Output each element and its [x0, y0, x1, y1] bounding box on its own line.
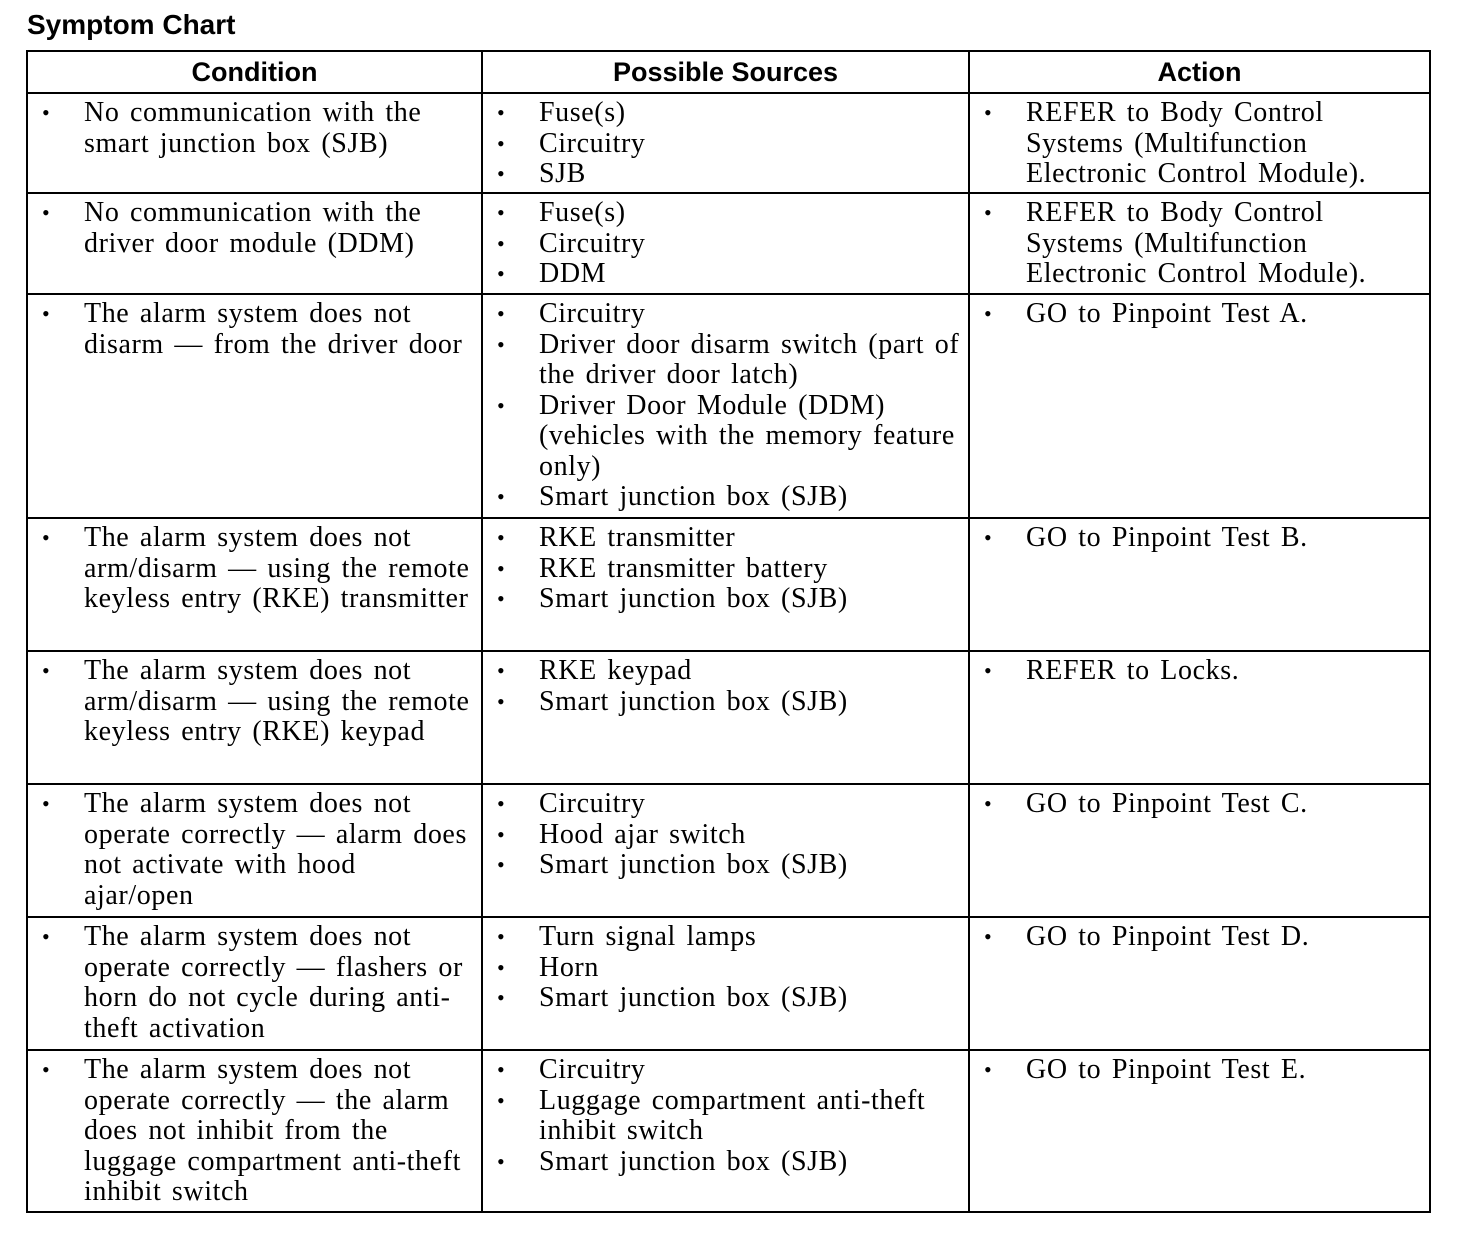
action-cell — [969, 1050, 1430, 1212]
list-item — [970, 789, 1429, 820]
list-item — [483, 330, 968, 391]
condition-cell — [27, 651, 482, 784]
list-item — [483, 789, 968, 820]
sources-text: Driver door disarm switch (part of the driver door latch) — [539, 328, 960, 390]
sources-text: Luggage compartment anti-theft inhibit switch — [539, 1084, 926, 1146]
sources-text: Smart junction box (SJB) — [539, 849, 848, 880]
bullet-icon: • — [497, 555, 506, 581]
bullet-icon: • — [497, 301, 506, 326]
sources-list — [483, 194, 968, 290]
bullet-icon: • — [497, 821, 506, 847]
condition-list — [28, 295, 481, 360]
sources-cell — [482, 294, 969, 518]
list-item — [970, 98, 1429, 190]
table-body — [27, 93, 1430, 1212]
action-text: GO to Pinpoint Test D. — [1026, 921, 1310, 952]
bullet-icon: • — [497, 1057, 506, 1082]
action-list — [970, 785, 1429, 820]
table-row — [27, 784, 1430, 917]
table-row — [27, 518, 1430, 651]
list-item — [483, 1147, 968, 1178]
list-item — [483, 482, 968, 513]
sources-list — [483, 785, 968, 881]
table-row — [27, 193, 1430, 294]
condition-cell — [27, 193, 482, 294]
bullet-icon: • — [497, 791, 506, 816]
action-text: REFER to Locks. — [1026, 655, 1240, 686]
list-item — [483, 1055, 968, 1086]
bullet-icon: • — [497, 985, 506, 1010]
list-item — [483, 922, 968, 953]
sources-text: Circuitry — [539, 127, 646, 159]
bullet-icon: • — [984, 924, 993, 949]
list-item — [483, 391, 968, 483]
sources-cell — [482, 784, 969, 917]
action-cell — [969, 518, 1430, 651]
sources-list — [483, 94, 968, 190]
bullet-icon: • — [497, 1148, 506, 1174]
bullet-icon: • — [42, 924, 51, 949]
action-list — [970, 295, 1429, 330]
bullet-icon: • — [497, 230, 506, 256]
sources-text: RKE keypad — [539, 655, 692, 686]
action-text: REFER to Body Control Systems (Multifunction Electronic Control Module). — [1026, 97, 1367, 189]
bullet-icon: • — [497, 586, 506, 611]
bullet-icon: • — [497, 200, 506, 225]
list-item — [28, 1055, 481, 1208]
condition-cell — [27, 518, 482, 651]
list-item — [483, 656, 968, 687]
sources-cell — [482, 917, 969, 1050]
condition-cell — [27, 917, 482, 1050]
list-item — [970, 198, 1429, 290]
sources-text: Smart junction box (SJB) — [539, 481, 848, 512]
list-item — [483, 953, 968, 984]
sources-list — [483, 918, 968, 1014]
list-item — [28, 922, 481, 1044]
bullet-icon: • — [984, 1057, 993, 1082]
column-header-sources: Possible Sources — [482, 51, 969, 93]
sources-cell — [482, 93, 969, 193]
bullet-icon: • — [984, 200, 993, 225]
bullet-icon: • — [42, 791, 51, 816]
sources-cell — [482, 518, 969, 651]
bullet-icon: • — [497, 924, 506, 949]
action-cell — [969, 917, 1430, 1050]
condition-list — [28, 652, 481, 748]
bullet-icon: • — [497, 688, 506, 714]
bullet-icon: • — [497, 954, 506, 980]
condition-list — [28, 785, 481, 911]
action-text: GO to Pinpoint Test B. — [1026, 522, 1308, 553]
sources-list — [483, 1051, 968, 1177]
bullet-icon: • — [497, 100, 506, 125]
action-list — [970, 652, 1429, 687]
list-item — [483, 159, 968, 190]
action-cell — [969, 294, 1430, 518]
sources-cell — [482, 1050, 969, 1212]
bullet-icon: • — [42, 200, 51, 225]
condition-text: The alarm system does not operate correctly — flashers or horn do not cycle during anti-theft activation — [84, 921, 463, 1044]
condition-cell — [27, 1050, 482, 1212]
list-item — [28, 198, 481, 259]
sources-text: RKE transmitter — [539, 522, 736, 553]
page-title: Symptom Chart — [27, 9, 236, 40]
condition-list — [28, 918, 481, 1044]
action-text: GO to Pinpoint Test E. — [1026, 1054, 1307, 1085]
condition-list — [28, 1051, 481, 1208]
bullet-icon: • — [497, 392, 506, 418]
bullet-icon: • — [497, 484, 506, 509]
list-item — [483, 584, 968, 615]
column-header-condition: Condition — [27, 51, 482, 93]
action-cell — [969, 193, 1430, 294]
sources-text: Circuitry — [539, 1054, 646, 1085]
table-row — [27, 93, 1430, 193]
sources-text: SJB — [539, 158, 586, 189]
condition-text: The alarm system does not operate correctly — the alarm does not inhibit from the luggage compartment anti-theft inhibit switch — [84, 1054, 461, 1207]
sources-list — [483, 519, 968, 615]
sources-list — [483, 295, 968, 513]
bullet-icon: • — [42, 525, 51, 550]
bullet-icon: • — [42, 301, 51, 326]
list-item — [483, 1086, 968, 1147]
sources-text: Smart junction box (SJB) — [539, 583, 848, 614]
list-item — [483, 850, 968, 881]
bullet-icon: • — [497, 161, 506, 186]
table-row — [27, 294, 1430, 518]
list-item — [970, 1055, 1429, 1086]
bullet-icon: • — [984, 658, 993, 683]
action-cell — [969, 93, 1430, 193]
list-item — [483, 259, 968, 290]
sources-cell — [482, 651, 969, 784]
list-item — [28, 98, 481, 159]
bullet-icon: • — [497, 525, 506, 550]
condition-text: The alarm system does not arm/disarm — using the remote keyless entry (RKE) transmitter — [84, 522, 470, 614]
sources-text: Turn signal lamps — [539, 921, 757, 952]
list-item — [28, 299, 481, 360]
bullet-icon: • — [497, 658, 506, 683]
action-cell — [969, 784, 1430, 917]
sources-text: Driver Door Module (DDM) (vehicles with the memory feature only) — [539, 389, 955, 482]
sources-text: Fuse(s) — [539, 97, 626, 128]
list-item — [483, 820, 968, 851]
bullet-icon: • — [984, 100, 993, 125]
list-item — [483, 129, 968, 160]
table-row — [27, 917, 1430, 1050]
list-item — [483, 299, 968, 330]
action-list — [970, 194, 1429, 290]
condition-text: The alarm system does not operate correctly — alarm does not activate with hood ajar/open — [84, 788, 467, 911]
list-item — [970, 523, 1429, 554]
sources-list — [483, 652, 968, 717]
sources-text: Horn — [539, 951, 599, 983]
list-item — [483, 229, 968, 260]
sources-text: Smart junction box (SJB) — [539, 685, 848, 717]
bullet-icon: • — [42, 1057, 51, 1082]
bullet-icon: • — [984, 301, 993, 326]
sources-text: Smart junction box (SJB) — [539, 1145, 848, 1177]
bullet-icon: • — [42, 100, 51, 125]
table-row — [27, 1050, 1430, 1212]
list-item — [970, 299, 1429, 330]
action-text: GO to Pinpoint Test A. — [1026, 298, 1308, 329]
bullet-icon: • — [42, 658, 51, 683]
list-item — [483, 687, 968, 718]
action-text: GO to Pinpoint Test C. — [1026, 788, 1308, 819]
action-text: REFER to Body Control Systems (Multifunction Electronic Control Module). — [1026, 197, 1367, 289]
condition-text: The alarm system does not disarm — from the driver door — [84, 298, 463, 360]
action-cell — [969, 651, 1430, 784]
list-item — [483, 198, 968, 229]
condition-text: No communication with the smart junction box (SJB) — [84, 97, 422, 159]
action-list — [970, 918, 1429, 953]
bullet-icon: • — [497, 261, 506, 286]
bullet-icon: • — [497, 130, 506, 156]
condition-cell — [27, 784, 482, 917]
list-item — [28, 656, 481, 748]
bullet-icon: • — [497, 1087, 506, 1113]
sources-text: Hood ajar switch — [539, 818, 746, 850]
list-item — [483, 983, 968, 1014]
action-list — [970, 519, 1429, 554]
action-list — [970, 94, 1429, 190]
header-row — [27, 51, 1430, 93]
sources-text: Circuitry — [539, 298, 646, 329]
condition-cell — [27, 93, 482, 193]
column-header-action: Action — [969, 51, 1430, 93]
list-item — [28, 523, 481, 615]
sources-text: RKE transmitter battery — [539, 552, 828, 584]
sources-text: Fuse(s) — [539, 197, 626, 228]
condition-list — [28, 94, 481, 159]
bullet-icon: • — [497, 852, 506, 877]
list-item — [28, 789, 481, 911]
condition-text: No communication with the driver door module (DDM) — [84, 197, 422, 259]
symptom-table — [26, 50, 1431, 1213]
list-item — [483, 554, 968, 585]
condition-list — [28, 519, 481, 615]
table-row — [27, 651, 1430, 784]
sources-text: Smart junction box (SJB) — [539, 982, 848, 1013]
condition-cell — [27, 294, 482, 518]
sources-text: DDM — [539, 258, 607, 289]
sources-text: Circuitry — [539, 788, 646, 819]
bullet-icon: • — [984, 525, 993, 550]
sources-cell — [482, 193, 969, 294]
sources-text: Circuitry — [539, 227, 646, 259]
list-item — [483, 523, 968, 554]
condition-list — [28, 194, 481, 259]
bullet-icon: • — [984, 791, 993, 816]
action-list — [970, 1051, 1429, 1086]
condition-text: The alarm system does not arm/disarm — using the remote keyless entry (RKE) keypad — [84, 655, 470, 747]
list-item — [970, 922, 1429, 953]
bullet-icon: • — [497, 331, 506, 357]
list-item — [970, 656, 1429, 687]
list-item — [483, 98, 968, 129]
